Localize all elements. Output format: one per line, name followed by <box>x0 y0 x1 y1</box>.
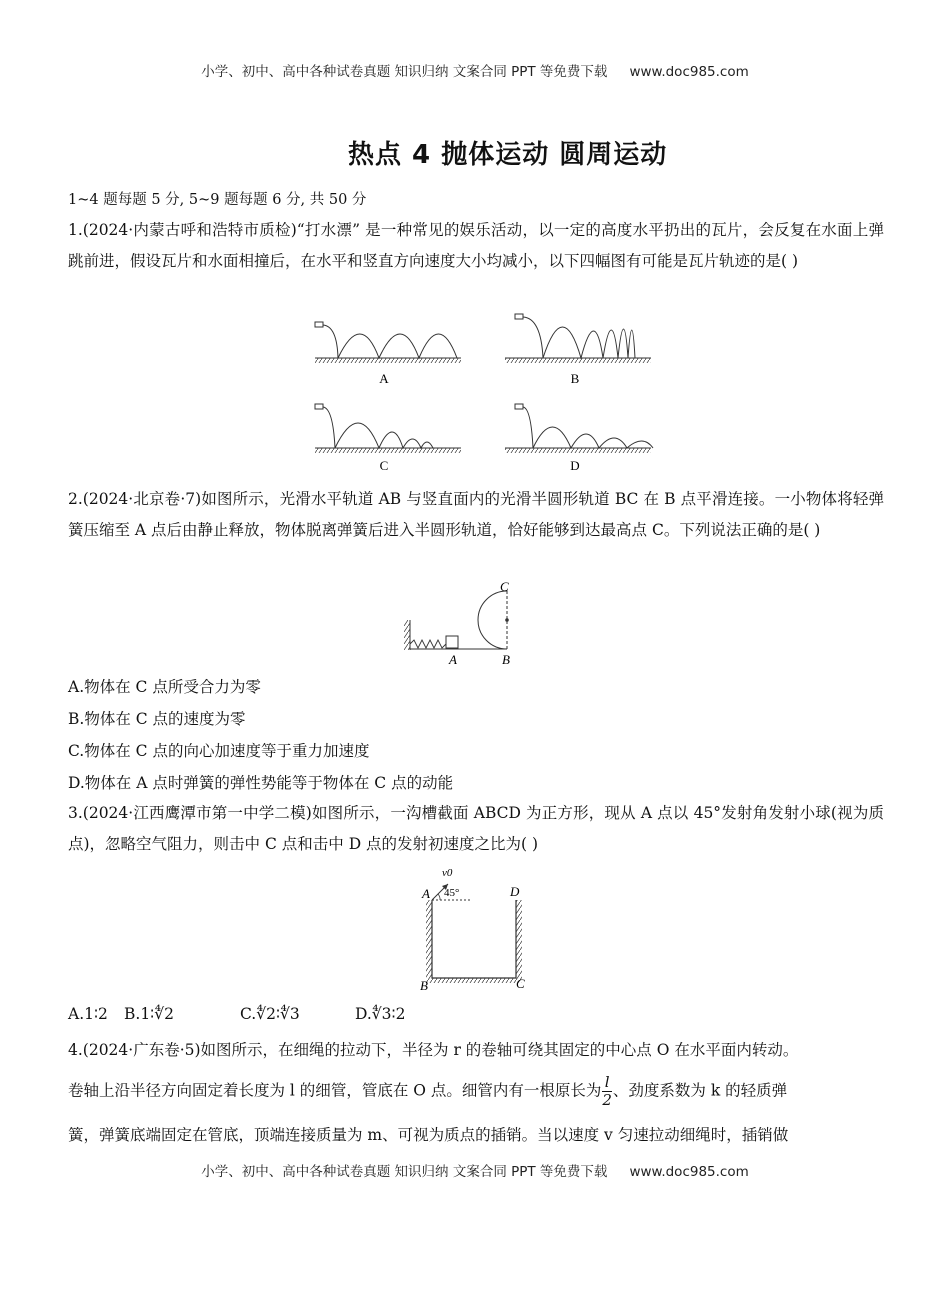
q3-option-c[interactable]: C.∜2∶∜3 <box>240 1005 300 1023</box>
fraction-numerator: l <box>602 1074 612 1092</box>
q4-line2-after: 、劲度系数为 k 的轻质弹 <box>612 1081 788 1100</box>
q3-option-b[interactable]: B.1∶∜2 <box>124 1005 174 1023</box>
q1-label-a: A <box>379 371 389 386</box>
q2-figure <box>400 578 560 668</box>
q1-label-c: C <box>379 458 389 473</box>
q4-line2-before: 卷轴上沿半径方向固定着长度为 l 的细管，管底在 O 点。细管内有一根原长为 <box>68 1081 602 1100</box>
q2-label-a: A <box>449 652 457 667</box>
question-1-text: 1.(2024·内蒙古呼和浩特市质检)“打水漂” 是一种常见的娱乐活动，以一定的高度水平扔出的瓦片，会反复在水面上弹跳前进，假设瓦片和水面相撞后，在水平和竖直方向速度大小均减小，以下四幅图有可能是瓦片轨迹的是( ) <box>68 221 884 270</box>
q2-option-c[interactable]: C.物体在 C 点的向心加速度等于重力加速度 <box>68 742 370 760</box>
q2-label-c: C <box>500 579 509 594</box>
q3-label-c: C <box>516 976 525 991</box>
fraction-denominator: 2 <box>602 1091 612 1109</box>
q3-label-a: A <box>422 886 430 901</box>
q3-label-d: D <box>510 884 520 899</box>
q1-label-b: B <box>570 371 580 386</box>
header-text: 小学、初中、高中各种试卷真题 知识归纳 文案合同 PPT 等免费下载 <box>201 64 608 80</box>
page-header <box>0 60 950 80</box>
q2-option-b[interactable]: B.物体在 C 点的速度为零 <box>68 710 246 728</box>
question-3-text: 3.(2024·江西鹰潭市第一中学二模)如图所示，一沟槽截面 ABCD 为正方形，现从 A 点以 45°发射角发射小球(视为质点)，忽略空气阻力，则击中 C 点和击中 D 点的发射初速度之比为( ) <box>68 804 884 853</box>
question-4-line-3: 簧，弹簧底端固定在管底，顶端连接质量为 m、可视为质点的插销。当以速度 v 匀速拉动细绳时，插销做 <box>68 1126 789 1144</box>
q2-option-a[interactable]: A.物体在 C 点所受合力为零 <box>68 678 261 696</box>
footer-text: 小学、初中、高中各种试卷真题 知识归纳 文案合同 PPT 等免费下载 <box>201 1164 608 1180</box>
q3-option-d[interactable]: D.∜3∶2 <box>355 1005 406 1023</box>
q1-label-d: D <box>570 458 580 473</box>
q3-label-b: B <box>420 978 428 993</box>
q1-trajectory-a <box>315 322 461 363</box>
score-note: 1~4 题每题 5 分, 5~9 题每题 6 分, 共 50 分 <box>68 192 367 208</box>
q3-label-angle: 45° <box>444 887 460 899</box>
header-url[interactable]: www.doc985.com <box>629 64 749 80</box>
question-4-line-1: 4.(2024·广东卷·5)如图所示，在细绳的拉动下，半径为 r 的卷轴可绕其固定的中心点 O 在水平面内转动。 <box>68 1041 799 1059</box>
fraction-l-over-2 <box>602 1074 612 1109</box>
q3-option-a[interactable]: A.1∶2 <box>68 1005 108 1023</box>
question-4-line-2 <box>68 1074 787 1109</box>
page-footer <box>0 1160 950 1180</box>
q1-figure <box>305 312 665 477</box>
footer-url[interactable]: www.doc985.com <box>629 1164 749 1180</box>
page-title: 热点 4 抛体运动 圆周运动 <box>348 140 668 170</box>
q2-option-d[interactable]: D.物体在 A 点时弹簧的弹性势能等于物体在 C 点的动能 <box>68 774 454 792</box>
question-2-text: 2.(2024·北京卷·7)如图所示，光滑水平轨道 AB 与竖直面内的光滑半圆形轨道 BC 在 B 点平滑连接。一小物体将轻弹簧压缩至 A 点后由静止释放，物体脱离弹簧后进入半圆形轨道，恰好能够到达最高点 C。下列说法正确的是( ) <box>68 490 884 539</box>
q3-label-v0: v0 <box>442 867 453 879</box>
q1-trajectory-d <box>505 404 653 453</box>
q1-trajectory-b <box>505 314 651 363</box>
q2-label-b: B <box>502 652 510 667</box>
q1-trajectory-c <box>315 404 461 453</box>
q3-figure <box>412 860 542 995</box>
